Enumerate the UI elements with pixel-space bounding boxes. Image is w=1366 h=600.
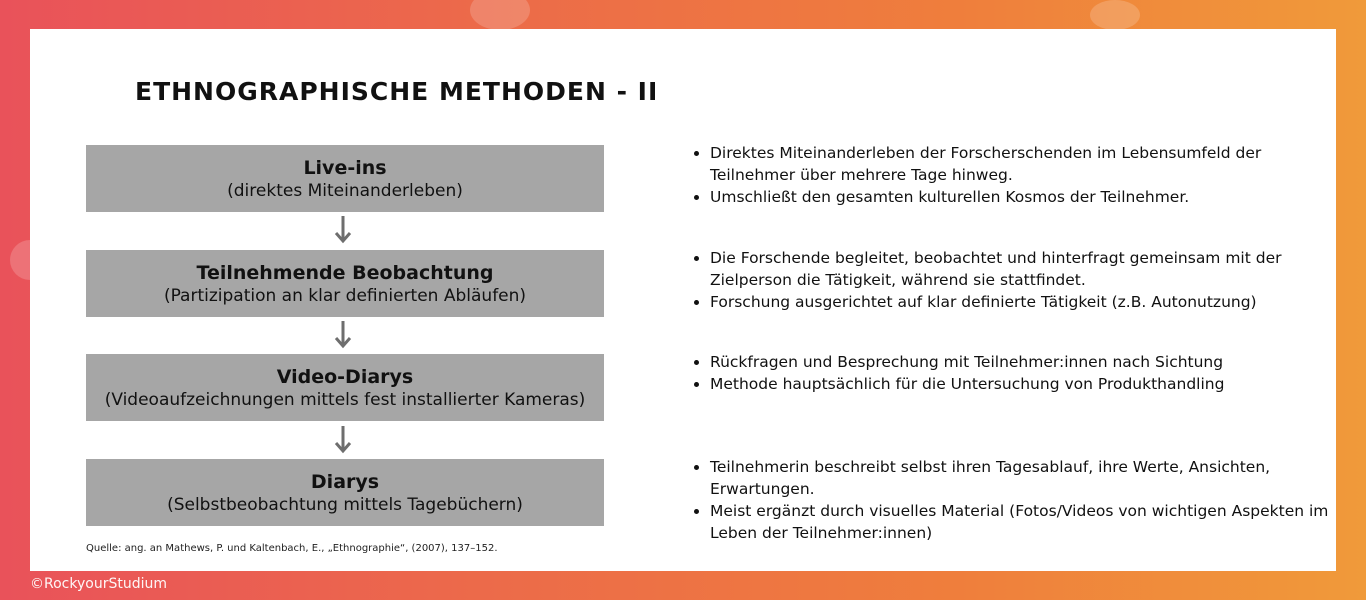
description-list-video-diarys xyxy=(690,351,1330,395)
method-title: Live-ins xyxy=(303,156,387,179)
bullet-item: • Die Forschende begleitet, beobachtet und hinterfragt gemeinsam mit der Zielperson die Tätigkeit, während sie stattfindet. xyxy=(710,247,1330,291)
method-title: Teilnehmende Beobachtung xyxy=(196,261,494,284)
method-title: Diarys xyxy=(310,470,380,493)
method-subtitle: (Partizipation an klar definierten Abläufen) xyxy=(163,285,527,306)
down-arrow-icon xyxy=(333,320,353,350)
bullet-item: • Rückfragen und Besprechung mit Teilnehmer:innen nach Sichtung xyxy=(710,351,1330,373)
bullet-item: • Forschung ausgerichtet auf klar definierte Tätigkeit (z.B. Autonutzung) xyxy=(710,291,1330,313)
background-bokeh xyxy=(470,0,530,30)
down-arrow-icon xyxy=(333,425,353,455)
bullet-item: • Teilnehmerin beschreibt selbst ihren Tagesablauf, ihre Werte, Ansichten, Erwartungen. xyxy=(710,456,1330,500)
method-subtitle: (direktes Miteinanderleben) xyxy=(227,180,463,201)
method-box-diarys xyxy=(86,459,604,526)
method-box-teilnehmende-beobachtung xyxy=(86,250,604,317)
description-list-teilnehmende-beobachtung xyxy=(690,247,1330,313)
description-list-diarys xyxy=(690,456,1330,544)
background-bokeh xyxy=(1090,0,1140,30)
down-arrow-icon xyxy=(333,215,353,245)
description-list-live-ins xyxy=(690,142,1330,208)
bullet-item: • Meist ergänzt durch visuelles Material (Fotos/Videos von wichtigen Aspekten im Leben der Teilnehmer:innen) xyxy=(710,500,1330,544)
method-box-video-diarys xyxy=(86,354,604,421)
copyright-label: ©RockyourStudium xyxy=(30,576,167,592)
bullet-item: • Direktes Miteinanderleben der Forscherschenden im Lebensumfeld der Teilnehmer über mehrere Tage hinweg. xyxy=(710,142,1330,186)
bullet-item: • Umschließt den gesamten kulturellen Kosmos der Teilnehmer. xyxy=(710,186,1330,208)
method-box-live-ins xyxy=(86,145,604,212)
method-title: Video-Diarys xyxy=(276,365,414,388)
method-subtitle: (Videoaufzeichnungen mittels fest installierter Kameras) xyxy=(104,389,586,410)
source-citation: Quelle: ang. an Mathews, P. und Kaltenbach, E., „Ethnographie“, (2007), 137–152. xyxy=(86,543,498,554)
slide-card xyxy=(30,29,1336,571)
bullet-item: • Methode hauptsächlich für die Untersuchung von Produkthandling xyxy=(710,373,1330,395)
slide-title: ETHNOGRAPHISCHE METHODEN - II xyxy=(135,77,659,106)
method-subtitle: (Selbstbeobachtung mittels Tagebüchern) xyxy=(167,494,523,515)
